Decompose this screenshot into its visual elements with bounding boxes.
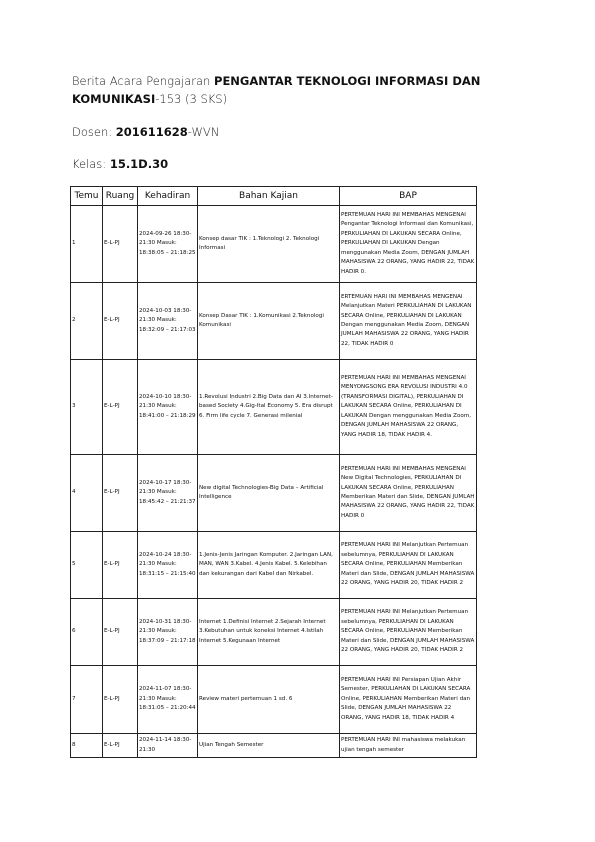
- cell-bap: PERTEMUAN HARI INI mahasiswa melakukan ujian tengah semester: [340, 734, 477, 758]
- column-header-ruang: Ruang: [103, 187, 138, 206]
- document-title-line-1: [72, 73, 480, 90]
- table-row: [71, 360, 477, 455]
- cell-bahan-kajian: Konsep Dasar TIK : 1.Komunikasi 2.Teknologi Komunikasi: [198, 283, 340, 360]
- cell-temu: 8: [71, 734, 103, 758]
- cell-ruang: E-L-PJ: [103, 734, 138, 758]
- cell-bap: ERTEMUAN HARI INI MEMBAHAS MENGENAI Melanjutkan Materi PERKULIAHAN DI LAKUKAN SECARA Online, PERKULIAHAN DI LAKUKAN Dengan menggunakan Media Zoom, DENGAN JUMLAH MAHASISWA 22 ORANG, YANG HADIR 22, TIDAK HADIR 0: [340, 283, 477, 360]
- lecturer-code: 201611628: [115, 125, 188, 139]
- cell-bap: PERTEMUAN HARI INI Persiapan Ujian Akhir Semester, PERKULIAHAN DI LAKUKAN SECARA Online, PERKULIAHAN Memberikan Materi dan Slide, DENGAN JUMLAH MAHASISWA 22 ORANG, YANG HADIR 18, TIDAK HADIR 4: [340, 666, 477, 734]
- cell-bahan-kajian: Internet 1.Definisi Internet 2.Sejarah Internet 3.Kebutuhan untuk koneksi Internet 4.Istilah Internet 5.Kegunaan Internet: [198, 599, 340, 666]
- cell-ruang: E-L-PJ: [103, 666, 138, 734]
- cell-ruang: E-L-PJ: [103, 599, 138, 666]
- table-header-row: [71, 187, 477, 206]
- table-row: [71, 206, 477, 283]
- class-label: Kelas:: [72, 157, 110, 171]
- cell-bahan-kajian: 1.Jenis-Jenis Jaringan Komputer. 2.Jaringan LAN, MAN, WAN 3.Kabel. 4.Jenis Kabel. 5.Kelebihan dan kekurangan dari Kabel dan Nirkabel.: [198, 532, 340, 599]
- cell-bap: PERTEMUAN HARI INI Melanjutkan Pertemuan sebelumnya, PERKULIAHAN DI LAKUKAN SECARA Online, PERKULIAHAN Memberikan Materi dan Slide, DENGAN JUMLAH MAHASISWA 22 ORANG, YANG HADIR 20, TIDAK HADIR 2: [340, 599, 477, 666]
- table-row: [71, 455, 477, 532]
- table-row: [71, 283, 477, 360]
- column-header-temu: Temu: [71, 187, 103, 206]
- lecturer-label: Dosen:: [72, 125, 116, 139]
- cell-temu: 2: [71, 283, 103, 360]
- course-name-part-2: KOMUNIKASI: [72, 92, 156, 106]
- lecturer-suffix: -WVN: [187, 125, 220, 139]
- cell-kehadiran: 2024-10-17 18:30-21:30 Masuk: 18:45:42 – 21:21:37: [138, 455, 198, 532]
- cell-bahan-kajian: New digital Technologies-Big Data – Artificial Intelligence: [198, 455, 340, 532]
- table-row: [71, 666, 477, 734]
- cell-kehadiran: 2024-10-10 18:30-21:30 Masuk: 18:41:00 – 21:18:29: [138, 360, 198, 455]
- document-title-line-2: [72, 91, 227, 108]
- table-row: [71, 599, 477, 666]
- class-value: 15.1D.30: [109, 157, 169, 171]
- cell-temu: 6: [71, 599, 103, 666]
- cell-temu: 5: [71, 532, 103, 599]
- cell-ruang: E-L-PJ: [103, 360, 138, 455]
- cell-temu: 1: [71, 206, 103, 283]
- cell-kehadiran: 2024-11-14 18:30-21:30: [138, 734, 198, 758]
- cell-temu: 4: [71, 455, 103, 532]
- cell-bahan-kajian: Ujian Tengah Semester: [198, 734, 340, 758]
- cell-temu: 7: [71, 666, 103, 734]
- cell-ruang: E-L-PJ: [103, 455, 138, 532]
- cell-temu: 3: [71, 360, 103, 455]
- column-header-bap: BAP: [340, 187, 477, 206]
- cell-kehadiran: 2024-10-31 18:30-21:30 Masuk: 18:37:09 – 21:17:18: [138, 599, 198, 666]
- cell-ruang: E-L-PJ: [103, 532, 138, 599]
- cell-bahan-kajian: Konsep dasar TIK : 1.Teknologi 2. Teknologi Informasi: [198, 206, 340, 283]
- cell-bahan-kajian: 1.Revolusi Industri 2.Big Data dan AI 3.Internet-based Society 4.Gig-Ital Economy 5. Era disrupt 6. Firm life cycle 7. Generasi milenial: [198, 360, 340, 455]
- cell-bap: PERTEMUAN HARI INI MEMBAHAS MENGENAI Pengantar Teknologi Informasi dan Komunikasi, PERKULIAHAN DI LAKUKAN SECARA Online, PERKULIAHAN DI LAKUKAN Dengan menggunakan Media Zoom, DENGAN JUMLAH MAHASISWA 22 ORANG, YANG HADIR 22, TIDAK HADIR 0.: [340, 206, 477, 283]
- cell-kehadiran: 2024-09-26 18:30-21:30 Masuk: 18:38:05 – 21:18:25: [138, 206, 198, 283]
- course-code: -153 (3 SKS): [155, 92, 228, 106]
- table-row: [71, 734, 477, 758]
- cell-bap: PERTEMUAN HARI INI MEMBAHAS MENGENAI New Digital Technologies, PERKULIAHAN DI LAKUKAN SECARA Online, PERKULIAHAN Memberikan Materi dan Slide, DENGAN JUMLAH MAHASISWA 22 ORANG, YANG HADIR 22, TIDAK HADIR 0: [340, 455, 477, 532]
- class-line: [72, 156, 168, 173]
- cell-bahan-kajian: Review materi pertemuan 1 sd. 6: [198, 666, 340, 734]
- cell-kehadiran: 2024-11-07 18:30-21:30 Masuk: 18:31:05 – 21:20:44: [138, 666, 198, 734]
- cell-bap: PERTEMUAN HARI INI MEMBAHAS MENGENAI MENYONGSONG ERA REVOLUSI INDUSTRI 4.0 (TRANSFORMASI DIGITAL), PERKULIAHAN DI LAKUKAN SECARA Online, PERKULIAHAN DI LAKUKAN Dengan menggunakan Media Zoom, DENGAN JUMLAH MAHASISWA 22 ORANG, YANG HADIR 18, TIDAK HADIR 4.: [340, 360, 477, 455]
- cell-kehadiran: 2024-10-24 18:30-21:30 Masuk: 18:31:15 – 21:15:40: [138, 532, 198, 599]
- title-prefix: Berita Acara Pengajaran: [72, 74, 215, 88]
- course-name-part-1: PENGANTAR TEKNOLOGI INFORMASI DAN: [214, 74, 481, 88]
- cell-ruang: E-L-PJ: [103, 206, 138, 283]
- cell-ruang: E-L-PJ: [103, 283, 138, 360]
- attendance-table: [70, 186, 477, 758]
- column-header-kehadiran: Kehadiran: [138, 187, 198, 206]
- lecturer-line: [72, 124, 219, 141]
- cell-kehadiran: 2024-10-03 18:30-21:30 Masuk: 18:32:09 – 21:17:03: [138, 283, 198, 360]
- cell-bap: PERTEMUAN HARI INI Melanjutkan Pertemuan sebelumnya, PERKULIAHAN DI LAKUKAN SECARA Online, PERKULIAHAN Memberikan Materi dan Slide, DENGAN JUMLAH MAHASISWA 22 ORANG, YANG HADIR 20, TIDAK HADIR 2: [340, 532, 477, 599]
- column-header-bahan-kajian: Bahan Kajian: [198, 187, 340, 206]
- table-row: [71, 532, 477, 599]
